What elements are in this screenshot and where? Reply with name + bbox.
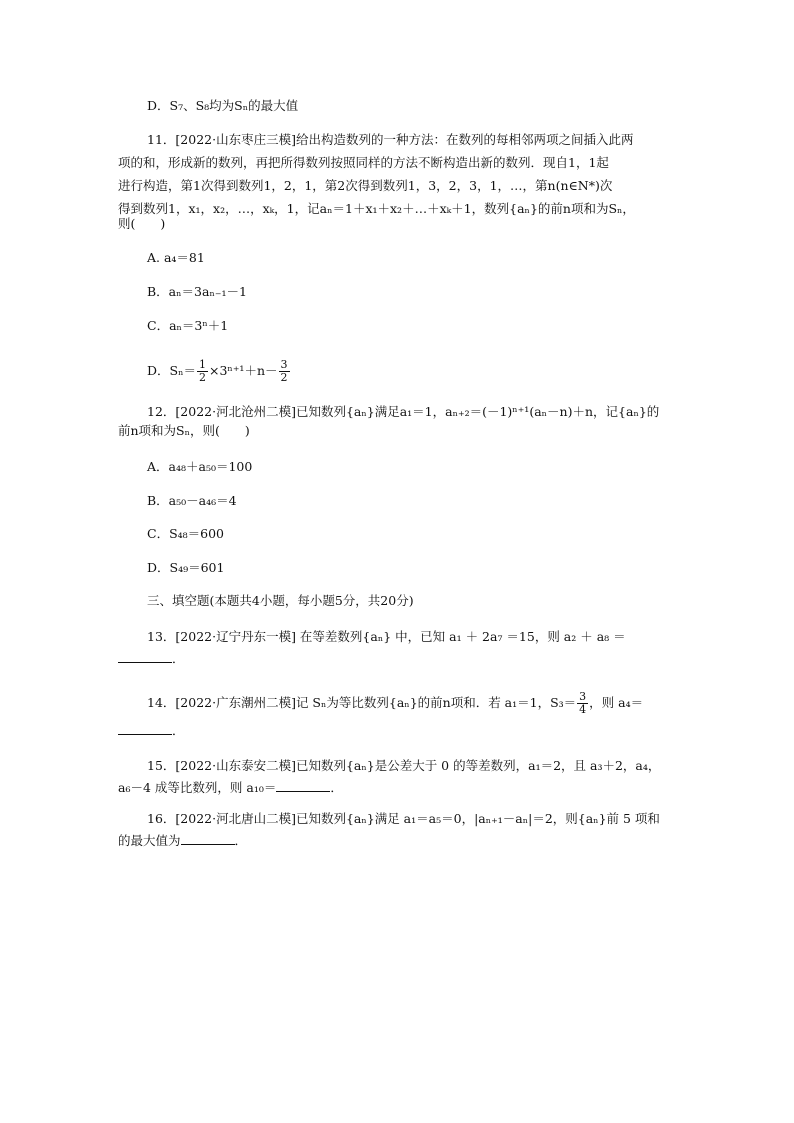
q14-period: ． [172, 723, 185, 738]
q11-stem-line-3: 进行构造，第1次得到数列1，2，1，第2次得到数列1，3，2，3，1，…，第n(n∈N*)次 [118, 178, 613, 193]
q11-option-a: A. a₄＝81 [147, 250, 205, 265]
q13-period: ． [172, 651, 185, 666]
q12-option-a: A．a₄₈＋a₅₀＝100 [147, 459, 253, 474]
fraction-one-half [197, 359, 208, 384]
q11-option-d [147, 359, 291, 384]
q12-stem-line-2: 前n项和为Sₙ，则( ) [118, 423, 250, 438]
answer-blank[interactable] [276, 779, 330, 792]
fraction-three-quarters [577, 691, 588, 716]
q11-option-d-middle: ×3ⁿ⁺¹＋n－ [209, 363, 278, 378]
fraction-denominator: 4 [579, 703, 587, 716]
q11-stem-line-4: 得到数列1，x₁，x₂，…，xₖ，1，记aₙ＝1＋x₁＋x₂＋…＋xₖ＋1，数列{aₙ}的前n项和为Sₙ， [118, 201, 635, 216]
q11-stem-line-2: 项的和，形成新的数列，再把所得数列按照同样的方法不断构造出新的数列．现自1，1起 [118, 155, 609, 170]
q16-stem-line-2 [118, 832, 247, 850]
q11-option-b: B．aₙ＝3aₙ₋₁－1 [147, 284, 247, 299]
q16-period: ． [234, 833, 248, 848]
fraction-denominator: 2 [199, 371, 206, 384]
q14-suffix: ，则 a₄＝ [589, 695, 644, 710]
q15-prefix: a₆－4 成等比数列，则 a₁₀＝ [118, 780, 277, 795]
q14-stem-line-1 [147, 691, 643, 716]
q15-stem-line-2 [118, 779, 343, 797]
q16-stem-line-1: 16．[2022·河北唐山二模]已知数列{aₙ}满足 a₁＝a₅＝0，|aₙ₊₁－aₙ|＝2，则{aₙ}前 5 项和 [147, 811, 660, 826]
fraction-numerator: 1 [199, 358, 206, 371]
answer-blank[interactable] [181, 832, 235, 845]
q11-stem-line-5: 则( ) [118, 216, 166, 231]
q12-stem-line-1: 12．[2022·河北沧州二模]已知数列{aₙ}满足a₁＝1，aₙ₊₂＝(－1)ⁿ⁺¹(aₙ－n)＋n，记{aₙ}的 [147, 404, 660, 419]
q14-stem-line-2 [118, 722, 185, 740]
q12-option-c: C．S₄₈＝600 [147, 526, 225, 541]
answer-blank[interactable] [118, 722, 172, 735]
q11-option-d-prefix: D．Sₙ＝ [147, 363, 196, 378]
q12-option-b: B．a₅₀－a₄₆＝4 [147, 493, 237, 508]
q13-stem-line-1: 13．[2022·辽宁丹东一模] 在等差数列{aₙ} 中，已知 a₁ ＋ 2a₇ ＝15，则 a₂ ＋ a₈ ＝ [147, 629, 626, 644]
q15-period: ． [330, 780, 343, 795]
answer-blank[interactable] [118, 650, 172, 663]
q12-option-d: D．S₄₉＝601 [147, 560, 225, 575]
q11-stem-line-1: 11．[2022·山东枣庄三模]给出构造数列的一种方法：在数列的每相邻两项之间插入此两 [147, 132, 634, 147]
q11-option-c: C．aₙ＝3ⁿ＋1 [147, 318, 229, 333]
section-title-fill-in: 三、填空题(本题共4小题，每小题5分，共20分) [147, 593, 414, 608]
fraction-numerator: 3 [579, 690, 587, 703]
q16-prefix: 的最大值为 [118, 833, 181, 848]
q13-stem-line-2 [118, 650, 185, 668]
fraction-denominator: 2 [280, 371, 288, 384]
q14-prefix: 14．[2022·广东潮州二模]记 Sₙ为等比数列{aₙ}的前n项和．若 a₁＝1，S₃＝ [147, 695, 577, 710]
fraction-numerator: 3 [280, 358, 288, 371]
q15-stem-line-1: 15．[2022·山东泰安二模]已知数列{aₙ}是公差大于 0 的等差数列，a₁＝2，且 a₃＋2，a₄， [147, 758, 661, 773]
q10-option-d: D．S₇、S₈均为Sₙ的最大值 [147, 98, 299, 113]
fraction-three-halves [279, 359, 290, 384]
